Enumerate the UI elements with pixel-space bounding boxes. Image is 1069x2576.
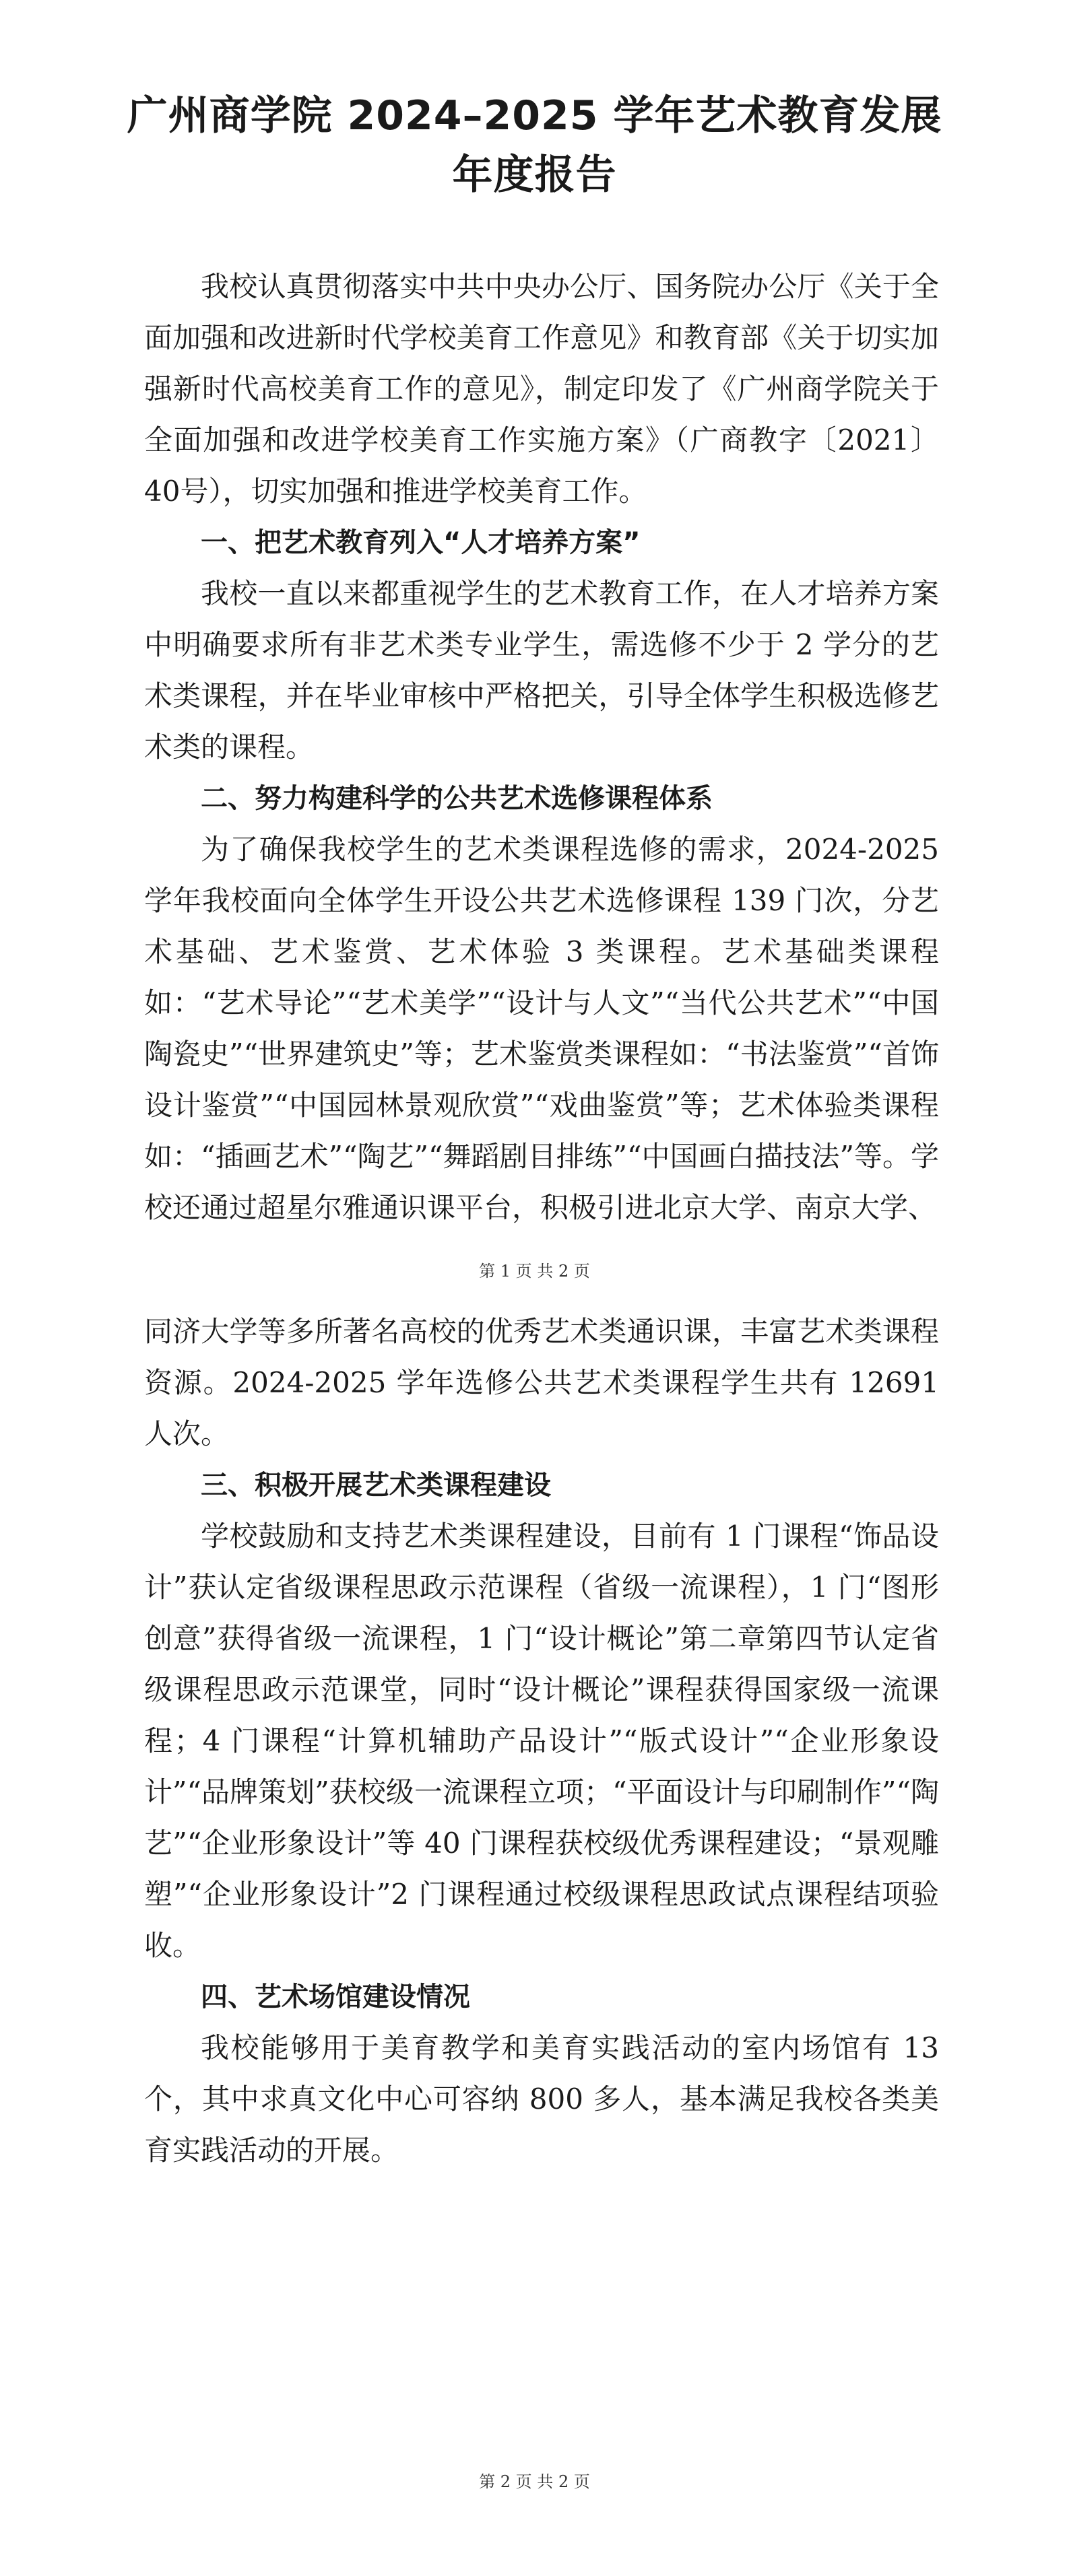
section-3-paragraph: 学校鼓励和支持艺术类课程建设，目前有 1 门课程“饰品设计”获认定省级课程思政示范课程（省级一流课程），1 门“图形创意”获得省级一流课程，1 门“设计概论”第二章第四节认定省级课程思政示范课堂，同时“设计概论”课程获得国家级一流课程；4 门课程“计算机辅助产品设计”“版式设计”“企业形象设计”“品牌策划”获校级一流课程立项；“平面设计与印刷制作”“陶艺”“企业形象设计”等 40 门课程获校级优秀课程建设；“景观雕塑”“企业形象设计”2 门课程通过校级课程思政试点课程结项验收。: [144, 1520, 939, 1962]
section-1-heading: 一、把艺术教育列入“人才培养方案”: [201, 527, 641, 558]
section-4-heading: 四、艺术场馆建设情况: [201, 1981, 470, 2012]
section-3-heading: 三、积极开展艺术类课程建设: [201, 1470, 551, 1501]
section-1-paragraph: 我校一直以来都重视学生的艺术教育工作，在人才培养方案中明确要求所有非艺术类专业学生，需选修不少于 2 学分的艺术类课程，并在毕业审核中严格把关，引导全体学生积极选修艺术类的课程。: [144, 577, 939, 764]
section-2-paragraph: 为了确保我校学生的艺术类课程选修的需求，2024-2025 学年我校面向全体学生开设公共艺术选修课程 139 门次，分艺术基础、艺术鉴赏、艺术体验 3 类课程。艺术基础类课程如：“艺术导论”“艺术美学”“设计与人文”“当代公共艺术”“中国陶瓷史”“世界建筑史”等；艺术鉴赏类课程如：“书法鉴赏”“首饰设计鉴赏”“中国园林景观欣赏”“戏曲鉴赏”等；艺术体验类课程如：“插画艺术”“陶艺”“舞蹈剧目排练”“中国画白描技法”等。学校还通过超星尔雅通识课平台，积极引进北京大学、南京大学、: [144, 833, 939, 1224]
section-2-heading: 二、努力构建科学的公共艺术选修课程体系: [201, 783, 713, 814]
continuation-paragraph: 同济大学等多所著名高校的优秀艺术类通识课，丰富艺术类课程资源。2024-2025 学年选修公共艺术类课程学生共有 12691 人次。: [144, 1315, 939, 1450]
intro-paragraph: 我校认真贯彻落实中共中央办公厅、国务院办公厅《关于全面加强和改进新时代学校美育工作意见》和教育部《关于切实加强新时代高校美育工作的意见》，制定印发了《广州商学院关于全面加强和改进学校美育工作实施方案》（广商教字〔2021〕40号），切实加强和推进学校美育工作。: [144, 270, 939, 508]
document-title-line2: 年度报告: [452, 151, 617, 199]
page-2-footer: 第 2 页 共 2 页: [479, 2472, 590, 2491]
document-title: 广州商学院 2024–2025 学年艺术教育发展: [127, 92, 942, 139]
page-2-body: [144, 1306, 939, 2176]
page-1-body: [144, 261, 939, 1233]
page-1-footer: 第 1 页 共 2 页: [479, 1262, 590, 1281]
section-4-paragraph: 我校能够用于美育教学和美育实践活动的室内场馆有 13 个，其中求真文化中心可容纳 800 多人，基本满足我校各类美育实践活动的开展。: [144, 2031, 939, 2167]
